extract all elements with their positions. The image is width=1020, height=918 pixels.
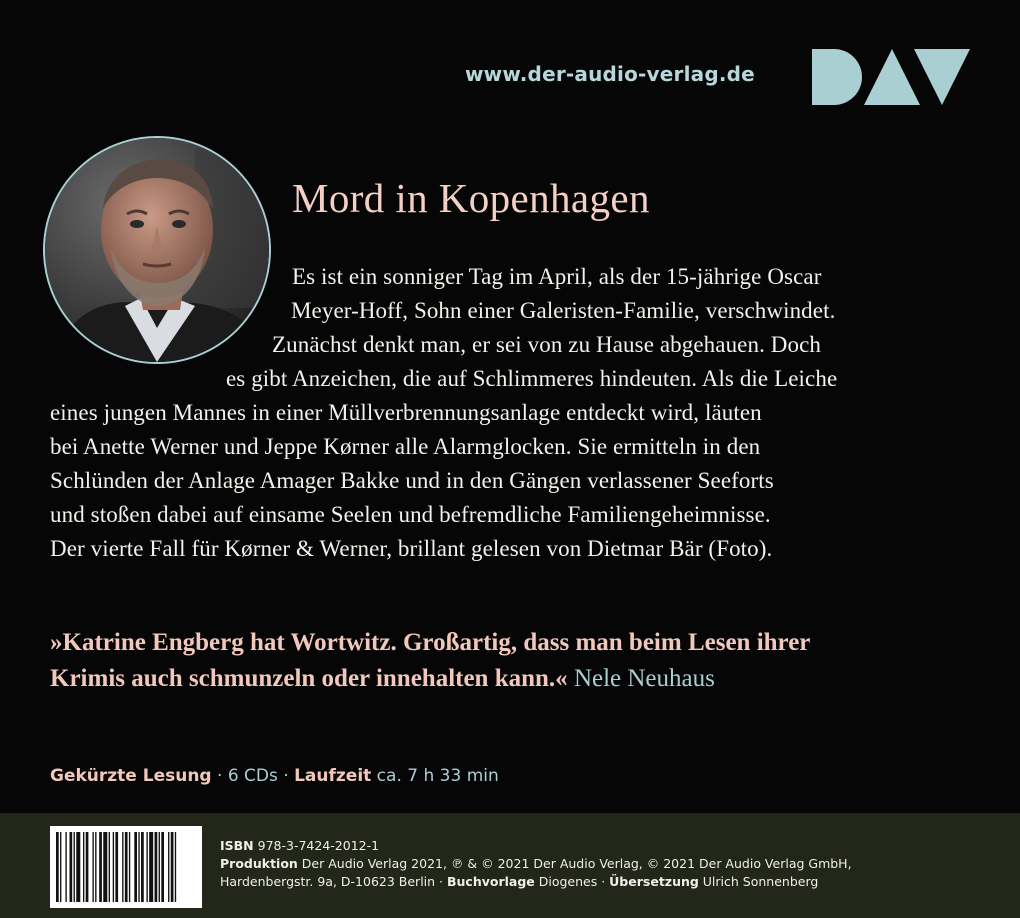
- quote-line-2: [50, 666, 715, 691]
- barcode-bar: [161, 832, 164, 902]
- narrator-portrait: [43, 136, 271, 364]
- runtime-value: ca. 7 h 33 min: [371, 766, 499, 786]
- book-source-value: Diogenes ·: [534, 874, 610, 889]
- quote-text: Krimis auch schmunzeln oder innehalten kann.«: [50, 665, 568, 692]
- barcode-bar: [70, 832, 73, 902]
- logo-letter-v: [914, 49, 970, 105]
- barcode-bar: [146, 832, 147, 902]
- barcode-bar: [138, 832, 139, 902]
- quote-line-1: »Katrine Engberg hat Wortwitz. Großartig, dass man beim Lesen ihrer: [50, 629, 811, 656]
- barcode-bar: [149, 832, 153, 902]
- barcode-bar: [65, 832, 66, 902]
- barcode-bar: [122, 832, 123, 902]
- barcode-bar: [171, 832, 174, 902]
- barcode-bar: [74, 832, 75, 902]
- quote-author: Nele Neuhaus: [573, 665, 715, 692]
- description-line: Es ist ein sonniger Tag im April, als der 15-jährige Oscar: [292, 264, 822, 289]
- description-line: und stoßen dabei auf einsame Seelen und befremdliche Familiengeheimnisse.: [50, 502, 771, 527]
- description-line: Schlünden der Anlage Amager Bakke und in den Gängen verlassener Seeforts: [50, 468, 774, 493]
- product-info: [50, 766, 499, 786]
- logo-letter-d: [812, 49, 862, 105]
- isbn-label: ISBN: [220, 838, 254, 853]
- description-line: Zunächst denkt man, er sei von zu Hause abgehauen. Doch: [272, 332, 822, 357]
- barcode-bar: [129, 832, 130, 902]
- portrait-illustration: [45, 138, 269, 362]
- barcode-icon: [50, 826, 202, 908]
- barcode-bar: [168, 832, 169, 902]
- barcode-bar: [125, 832, 128, 902]
- barcode-bar: [86, 832, 89, 902]
- barcode-bar: [95, 832, 96, 902]
- credits-line: [220, 876, 818, 889]
- production-line: [220, 858, 852, 871]
- publisher-url[interactable]: www.der-audio-verlag.de: [465, 62, 755, 86]
- barcode-bar: [92, 832, 93, 902]
- separator: ·: [211, 766, 228, 786]
- barcode-bar: [155, 832, 158, 902]
- separator: ·: [277, 766, 295, 786]
- translation-label: Übersetzung: [609, 874, 699, 889]
- description-line: eines jungen Mannes in einer Müllverbrennungsanlage entdeckt wird, läuten: [50, 400, 762, 425]
- description-line: Der vierte Fall für Kørner & Werner, brillant gelesen von Dietmar Bär (Foto).: [50, 536, 773, 561]
- description-line: bei Anette Werner und Jeppe Kørner alle Alarmglocken. Sie ermitteln in den: [50, 434, 761, 459]
- barcode-bar: [115, 832, 118, 902]
- abridged-label: Gekürzte Lesung: [50, 766, 212, 786]
- barcode-bar: [103, 832, 107, 902]
- production-value: Der Audio Verlag 2021, ℗ & © 2021 Der Audio Verlag, © 2021 Der Audio Verlag GmbH,: [297, 856, 852, 871]
- isbn-value: 978-3-7424-2012-1: [253, 838, 380, 853]
- runtime-label: Laufzeit: [294, 766, 372, 786]
- logo-letter-a: [864, 49, 920, 105]
- book-source-label: Buchvorlage: [446, 874, 535, 889]
- barcode-bar: [134, 832, 137, 902]
- barcode-bar: [141, 832, 144, 902]
- barcode-bar: [83, 832, 84, 902]
- description-line: Meyer-Hoff, Sohn einer Galeristen-Familie, verschwindet.: [291, 298, 836, 323]
- cd-count: 6 CDs: [227, 766, 278, 786]
- barcode-bar: [159, 832, 160, 902]
- barcode-bar: [56, 832, 59, 902]
- translation-value: Ulrich Sonnenberg: [698, 874, 819, 889]
- book-title: Mord in Kopenhagen: [292, 175, 650, 221]
- barcode-bar: [99, 832, 102, 902]
- dav-logo-icon: [812, 49, 970, 105]
- barcode-bar: [76, 832, 80, 902]
- barcode-bar: [60, 832, 61, 902]
- barcode-bar: [113, 832, 114, 902]
- description-line: es gibt Anzeichen, die auf Schlimmeres hindeuten. Als die Leiche: [226, 366, 838, 391]
- production-label: Produktion: [220, 856, 298, 871]
- address: Hardenbergstr. 9a, D-10623 Berlin ·: [220, 874, 447, 889]
- barcode-bar: [109, 832, 110, 902]
- barcode-bar: [175, 832, 176, 902]
- isbn-line: [220, 840, 379, 853]
